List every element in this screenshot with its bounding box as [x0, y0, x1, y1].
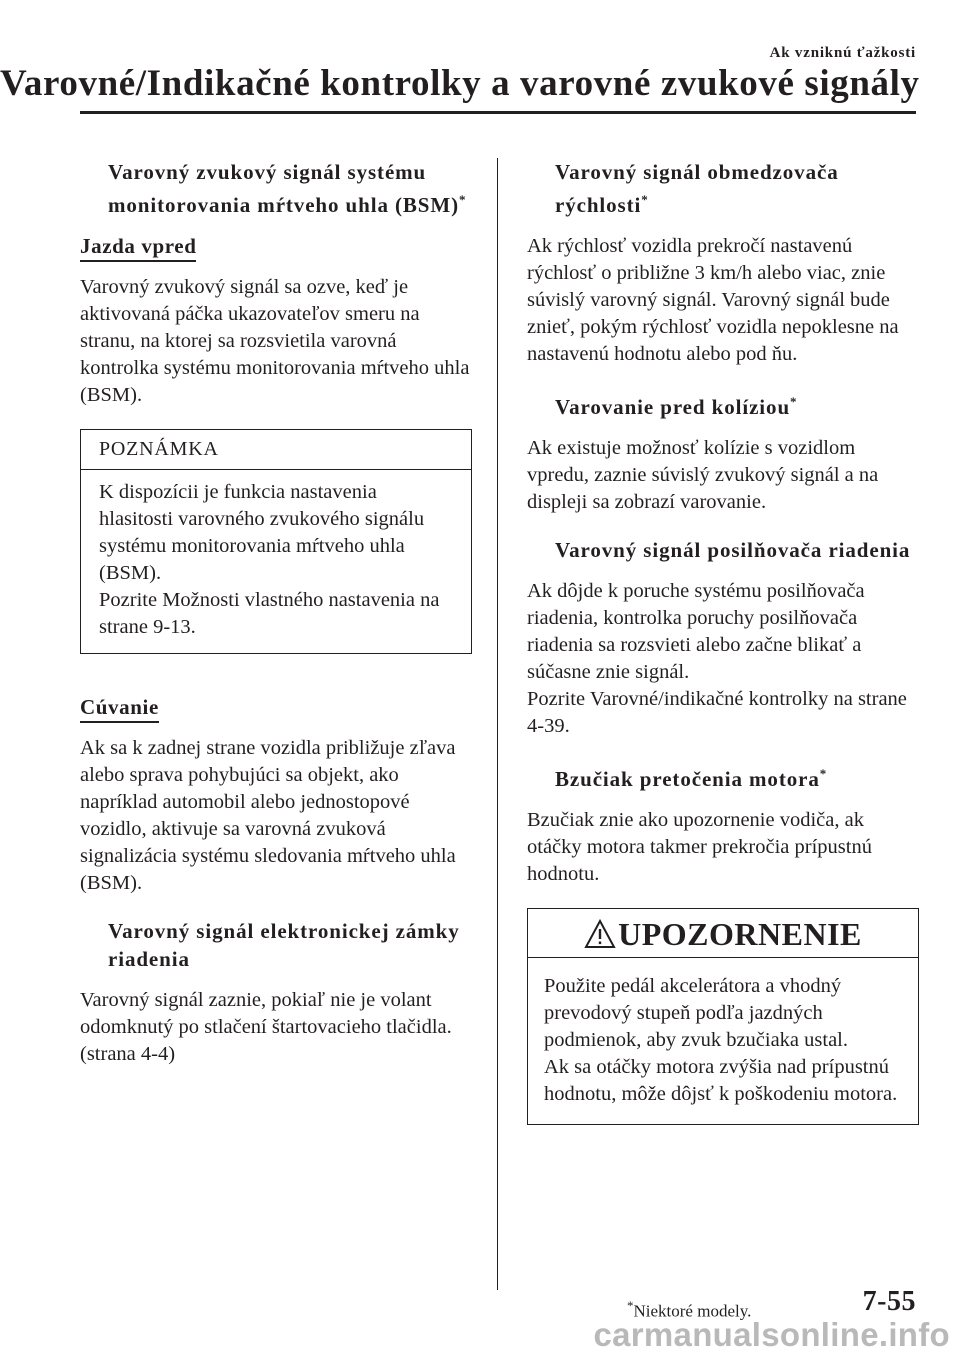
caution-box — [527, 908, 919, 1125]
page-number: 7-55 — [862, 1286, 916, 1317]
over-rev-text: Bzučiak znie ako upozornenie vodiča, ak otáčky motora takmer prekročia prípustnú hodnotu. — [527, 809, 872, 885]
note-title: POZNÁMKA — [81, 430, 471, 470]
forward-heading: Jazda vpred — [80, 233, 196, 262]
column-divider — [497, 158, 498, 1290]
reverse-heading: Cúvanie — [80, 694, 159, 723]
speed-limiter-text: Ak rýchlosť vozidla prekročí nastavenú rýchlosť o približne 3 km/h alebo viac, znie súvislý varovný signál. Varovný signál bude znieť, pokým rýchlosť vozidla nepoklesne na nastavenú hodnotu alebo pod ňu. — [527, 235, 899, 365]
caution-header — [528, 909, 918, 958]
note-box — [80, 429, 472, 654]
left-column — [80, 158, 472, 1088]
bsm-heading: Varovný zvukový signál systému monitorovania mŕtveho uhla (BSM)* — [108, 160, 467, 217]
reverse-text: Ak sa k zadnej strane vozidla približuje zľava alebo sprava pohybujúci sa objekt, ako napríklad automobil alebo jednostopové vozidlo, aktivuje sa varovná zvuková signalizácia systému sledovania mŕtveho uhla (BSM). — [80, 737, 456, 894]
caution-title: UPOZORNENIE — [618, 915, 862, 952]
warning-icon — [584, 919, 616, 949]
forward-text: Varovný zvukový signál sa ozve, keď je aktivovaná páčka ukazovateľov smeru na stranu, na ktorej sa rozsvietila varovná kontrolka systému monitorovania mŕtveho uhla (BSM). — [80, 276, 470, 406]
note-text: K dispozícii je funkcia nastavenia hlasitosti varovného zvukového signálu systému monitorovania mŕtveho uhla (BSM). Pozrite Možnosti vlastného nastavenia na strane 9-13. — [99, 481, 440, 638]
section-label: Ak vzniknú ťažkosti — [769, 45, 916, 61]
collision-text: Ak existuje možnosť kolízie s vozidlom vpredu, zaznie súvislý zvukový signál a na displeji sa zobrazí varovanie. — [527, 437, 879, 513]
footnote: *Niektoré modely. — [627, 1298, 752, 1321]
caution-text: Použite pedál akcelerátora a vhodný prevodový stupeň podľa jazdných podmienok, aby zvuk bzučiaka ustal. Ak sa otáčky motora zvýšia nad prípustnú hodnotu, môže dôjsť k poškodeniu motora. — [544, 975, 898, 1105]
over-rev-heading: Bzučiak pretočenia motora* — [555, 766, 828, 791]
steering-lock-text: Varovný signál zaznie, pokiaľ nie je volant odomknutý po stlačení štartovacieho tlačidla. (strana 4-4) — [80, 989, 452, 1065]
right-column — [527, 158, 919, 1125]
power-steering-text: Ak dôjde k poruche systému posilňovača riadenia, kontrolka poruchy posilňovača riadenia sa rozsvieti alebo začne blikať a súčasne znie signál. Pozrite Varovné/indikačné kontrolky na strane 4-39. — [527, 580, 907, 737]
page-title: Varovné/Indikačné kontrolky a varovné zvukové signály — [0, 63, 920, 104]
steering-lock-heading: Varovný signál elektronickej zámky riadenia — [108, 919, 460, 971]
collision-heading: Varovanie pred kolíziou* — [555, 394, 798, 419]
title-rule — [80, 111, 916, 114]
watermark: carmanualsonline.info — [593, 1316, 950, 1353]
power-steering-heading: Varovný signál posilňovača riadenia — [555, 538, 911, 562]
speed-limiter-heading: Varovný signál obmedzovača rýchlosti* — [555, 160, 839, 217]
